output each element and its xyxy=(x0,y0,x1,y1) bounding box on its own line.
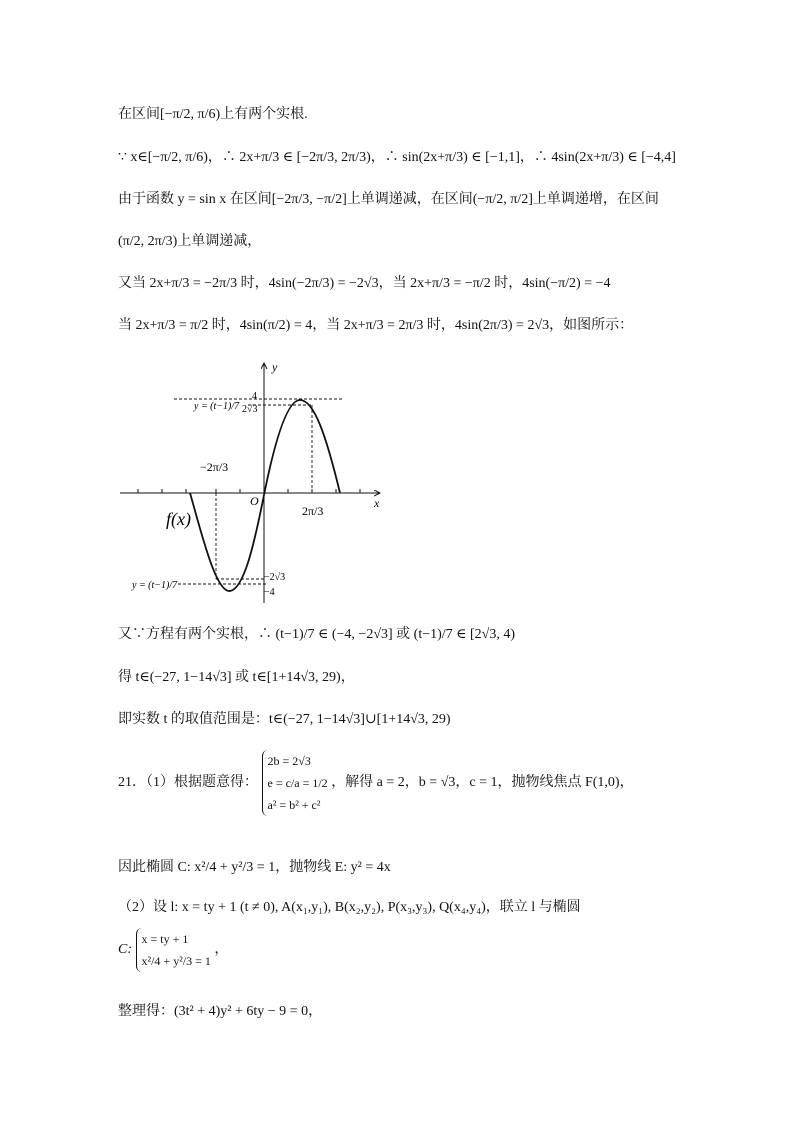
val-2r3-label: 2√3 xyxy=(242,404,258,415)
func-label: f(x) xyxy=(166,509,191,529)
x-axis-label: x xyxy=(374,496,380,510)
line-14: 整理得：(3t² + 4)y² + 6ty − 9 = 0， xyxy=(118,1004,323,1019)
problem-21-intro: 21．（1）根据题意得： xyxy=(118,775,258,790)
y-axis-label: y xyxy=(272,360,278,374)
sys1-row-1: 2b = 2√3 xyxy=(267,754,311,768)
problem-21-part1 xyxy=(118,750,634,816)
sine-curve xyxy=(190,400,340,591)
val-neg2r3-label: −2√3 xyxy=(264,572,286,583)
tick-neg-2pi3-label: −2π/3 xyxy=(200,460,229,474)
line-5: 又当 2x+π/3 = −2π/3 时，4sin(−2π/3) = −2√3，当 2x+π/3 = −π/2 时，4sin(−π/2) = −4 xyxy=(118,276,611,291)
problem-21-part2-system xyxy=(118,928,228,972)
tick-2pi3-label: 2π/3 xyxy=(302,504,324,518)
sine-graph-figure xyxy=(118,355,408,615)
line-4: (π/2, 2π/3)上单调递减， xyxy=(118,234,262,249)
equation-system-1 xyxy=(262,750,328,816)
sys2-row-1: x = ty + 1 xyxy=(141,932,189,946)
origin-label: O xyxy=(250,494,259,508)
line-12: （2）设 l: x = ty + 1 (t ≠ 0), A(x₁,y₁), B(x₂,y₂), P(x₃,y₃), Q(x₄,y₄)，联立 l 与椭圆 xyxy=(118,900,581,915)
problem-21-result: ，解得 a = 2，b = √3，c = 1，抛物线焦点 F(1,0)， xyxy=(331,775,634,790)
line-2: ∵ x∈[−π/2, π/6)，∴ 2x+π/3 ∈ [−2π/3, 2π/3)，∴ sin(2x+π/3) ∈ [−1,1]，∴ 4sin(2x+π/3) ∈ [−4,4] xyxy=(118,150,676,165)
val-neg4-label: −4 xyxy=(264,587,275,598)
line-9: 即实数 t 的取值范围是：t∈(−27, 1−14√3]∪[1+14√3, 29) xyxy=(118,712,451,727)
line-1: 在区间[−π/2, π/6)上有两个实根. xyxy=(118,107,308,122)
bottom-line-label: y = (t−1)/7 xyxy=(132,580,178,591)
equation-system-2 xyxy=(136,928,211,972)
line-7: 又∵方程有两个实根，∴ (t−1)/7 ∈ (−4, −2√3] 或 (t−1)/7 ∈ [2√3, 4) xyxy=(118,627,516,642)
val-4-label: 4 xyxy=(252,391,257,402)
line-11: 因此椭圆 C: x²/4 + y²/3 = 1，抛物线 E: y² = 4x xyxy=(118,860,391,875)
line-3: 由于函数 y = sin x 在区间[−2π/3, −π/2]上单调递减，在区间(−π/2, π/2]上单调递增，在区间 xyxy=(118,192,659,207)
sys1-row-2: e = c/a = 1/2 xyxy=(267,776,328,790)
line-8: 得 t∈(−27, 1−14√3] 或 t∈[1+14√3, 29)， xyxy=(118,670,355,685)
sys2-row-2: x²/4 + y²/3 = 1 xyxy=(141,954,211,968)
ellipse-c-label: C: xyxy=(118,942,132,957)
sys1-row-3: a² = b² + c² xyxy=(267,798,321,812)
sys2-comma: ， xyxy=(214,942,229,957)
line-6: 当 2x+π/3 = π/2 时，4sin(π/2) = 4，当 2x+π/3 = 2π/3 时，4sin(2π/3) = 2√3，如图所示： xyxy=(118,318,634,333)
top-line-label: y = (t−1)/7 xyxy=(194,401,240,412)
